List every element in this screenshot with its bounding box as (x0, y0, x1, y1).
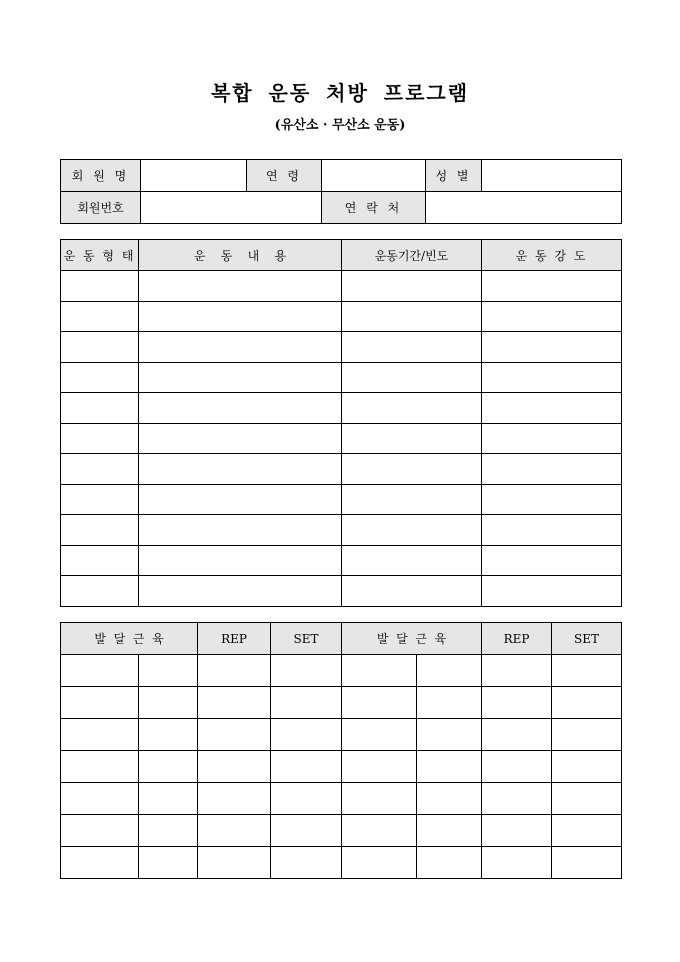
table-row (61, 655, 622, 687)
page-subtitle: (유산소 · 무산소 운동) (274, 118, 406, 133)
rep-cell[interactable] (482, 815, 552, 847)
exercise-period-cell[interactable] (342, 332, 482, 363)
muscle-detail-cell[interactable] (417, 783, 482, 815)
table-row (61, 719, 622, 751)
muscle-cell[interactable] (61, 783, 139, 815)
muscle-header-left: 발 달 근 육 (61, 623, 198, 655)
exercise-period-cell[interactable] (342, 484, 482, 515)
gender-label: 성 별 (426, 160, 482, 192)
exercise-intensity-cell[interactable] (482, 515, 622, 546)
exercise-type-cell[interactable] (61, 332, 139, 363)
exercise-period-cell[interactable] (342, 271, 482, 302)
muscle-header-right: 발 달 근 육 (342, 623, 482, 655)
exercise-period-cell[interactable] (342, 301, 482, 332)
exercise-intensity-cell[interactable] (482, 545, 622, 576)
page-title: 복합 운동 처방 프로그램 (210, 81, 470, 105)
muscle-cell[interactable] (342, 751, 417, 783)
rep-cell[interactable] (482, 687, 552, 719)
exercise-intensity-cell[interactable] (482, 576, 622, 607)
exercise-intensity-cell[interactable] (482, 332, 622, 363)
exercise-period-cell[interactable] (342, 423, 482, 454)
table-row (61, 515, 622, 546)
exercise-period-cell[interactable] (342, 545, 482, 576)
exercise-content-cell[interactable] (139, 484, 342, 515)
table-row (61, 545, 622, 576)
exercise-type-cell[interactable] (61, 362, 139, 393)
muscle-cell[interactable] (61, 655, 139, 687)
exercise-content-cell[interactable] (139, 393, 342, 424)
set-cell[interactable] (271, 719, 342, 751)
muscle-header-row (61, 623, 622, 655)
table-row (61, 362, 622, 393)
rep-cell[interactable] (198, 751, 271, 783)
member-no-field[interactable] (141, 192, 322, 224)
muscle-cell[interactable] (61, 719, 139, 751)
age-label: 연 령 (247, 160, 322, 192)
table-row (61, 454, 622, 485)
name-field[interactable] (141, 160, 247, 192)
muscle-detail-cell[interactable] (417, 687, 482, 719)
exercise-content-cell[interactable] (139, 332, 342, 363)
exercise-period-cell[interactable] (342, 515, 482, 546)
exercise-period-header: 운동기간/빈도 (342, 240, 482, 271)
exercise-content-cell[interactable] (139, 515, 342, 546)
exercise-type-cell[interactable] (61, 454, 139, 485)
exercise-type-cell[interactable] (61, 545, 139, 576)
rep-cell[interactable] (198, 719, 271, 751)
rep-cell[interactable] (198, 847, 271, 879)
rep-header-right: REP (482, 623, 552, 655)
exercise-period-cell[interactable] (342, 454, 482, 485)
table-row (61, 815, 622, 847)
muscle-cell[interactable] (342, 719, 417, 751)
muscle-cell[interactable] (61, 815, 139, 847)
muscle-detail-cell[interactable] (417, 847, 482, 879)
table-row (61, 751, 622, 783)
muscle-cell[interactable] (342, 815, 417, 847)
rep-cell[interactable] (482, 719, 552, 751)
rep-cell[interactable] (198, 655, 271, 687)
exercise-type-cell[interactable] (61, 301, 139, 332)
table-row (61, 576, 622, 607)
rep-cell[interactable] (482, 655, 552, 687)
exercise-type-cell[interactable] (61, 271, 139, 302)
set-cell[interactable] (552, 783, 622, 815)
muscle-cell[interactable] (342, 687, 417, 719)
exercise-table (60, 239, 622, 607)
table-row (61, 847, 622, 879)
table-row (61, 687, 622, 719)
set-cell[interactable] (552, 815, 622, 847)
exercise-intensity-cell[interactable] (482, 393, 622, 424)
exercise-content-cell[interactable] (139, 454, 342, 485)
rep-header-left: REP (198, 623, 271, 655)
exercise-period-cell[interactable] (342, 362, 482, 393)
exercise-intensity-cell[interactable] (482, 362, 622, 393)
exercise-content-cell[interactable] (139, 301, 342, 332)
exercise-intensity-cell[interactable] (482, 423, 622, 454)
muscle-cell[interactable] (61, 847, 139, 879)
exercise-header-row (61, 240, 622, 271)
exercise-period-cell[interactable] (342, 393, 482, 424)
muscle-detail-cell[interactable] (139, 719, 198, 751)
age-field[interactable] (322, 160, 426, 192)
set-cell[interactable] (271, 783, 342, 815)
set-cell[interactable] (552, 719, 622, 751)
table-row (61, 393, 622, 424)
muscle-detail-cell[interactable] (417, 719, 482, 751)
exercise-intensity-header: 운 동 강 도 (482, 240, 622, 271)
muscle-detail-cell[interactable] (139, 815, 198, 847)
muscle-detail-cell[interactable] (417, 655, 482, 687)
muscle-detail-cell[interactable] (139, 783, 198, 815)
muscle-cell[interactable] (342, 847, 417, 879)
exercise-content-cell[interactable] (139, 576, 342, 607)
muscle-detail-cell[interactable] (139, 655, 198, 687)
exercise-intensity-cell[interactable] (482, 301, 622, 332)
set-cell[interactable] (271, 655, 342, 687)
table-row (61, 332, 622, 363)
set-cell[interactable] (552, 751, 622, 783)
table-row (61, 301, 622, 332)
contact-label: 연 락 처 (322, 192, 426, 224)
exercise-content-cell[interactable] (139, 545, 342, 576)
muscle-detail-cell[interactable] (417, 815, 482, 847)
muscle-detail-cell[interactable] (139, 847, 198, 879)
muscle-cell[interactable] (61, 751, 139, 783)
muscle-detail-cell[interactable] (139, 687, 198, 719)
rep-cell[interactable] (198, 815, 271, 847)
rep-cell[interactable] (482, 751, 552, 783)
exercise-type-header: 운 동 형 태 (61, 240, 139, 271)
set-cell[interactable] (271, 847, 342, 879)
exercise-intensity-cell[interactable] (482, 271, 622, 302)
rep-cell[interactable] (198, 687, 271, 719)
exercise-type-cell[interactable] (61, 423, 139, 454)
set-cell[interactable] (552, 687, 622, 719)
contact-field[interactable] (426, 192, 622, 224)
muscle-cell[interactable] (342, 655, 417, 687)
exercise-period-cell[interactable] (342, 576, 482, 607)
rep-cell[interactable] (198, 783, 271, 815)
member-no-label: 회원번호 (61, 192, 141, 224)
muscle-cell[interactable] (342, 783, 417, 815)
exercise-content-cell[interactable] (139, 271, 342, 302)
member-info-table (60, 159, 622, 224)
rep-cell[interactable] (482, 847, 552, 879)
exercise-intensity-cell[interactable] (482, 454, 622, 485)
member-info-row (61, 192, 622, 224)
exercise-type-cell[interactable] (61, 393, 139, 424)
muscle-table (60, 622, 622, 879)
set-cell[interactable] (271, 751, 342, 783)
table-row (61, 484, 622, 515)
table-row (61, 271, 622, 302)
member-info-row (61, 160, 622, 192)
muscle-detail-cell[interactable] (139, 751, 198, 783)
set-cell[interactable] (271, 815, 342, 847)
gender-field[interactable] (482, 160, 622, 192)
name-label: 회 원 명 (61, 160, 141, 192)
exercise-content-header: 운 동 내 용 (139, 240, 342, 271)
exercise-intensity-cell[interactable] (482, 484, 622, 515)
set-header-right: SET (552, 623, 622, 655)
muscle-detail-cell[interactable] (417, 751, 482, 783)
muscle-cell[interactable] (61, 687, 139, 719)
set-cell[interactable] (271, 687, 342, 719)
exercise-type-cell[interactable] (61, 576, 139, 607)
set-cell[interactable] (552, 847, 622, 879)
set-cell[interactable] (552, 655, 622, 687)
set-header-left: SET (271, 623, 342, 655)
exercise-type-cell[interactable] (61, 515, 139, 546)
table-row (61, 423, 622, 454)
exercise-type-cell[interactable] (61, 484, 139, 515)
rep-cell[interactable] (482, 783, 552, 815)
exercise-content-cell[interactable] (139, 423, 342, 454)
table-row (61, 783, 622, 815)
exercise-content-cell[interactable] (139, 362, 342, 393)
